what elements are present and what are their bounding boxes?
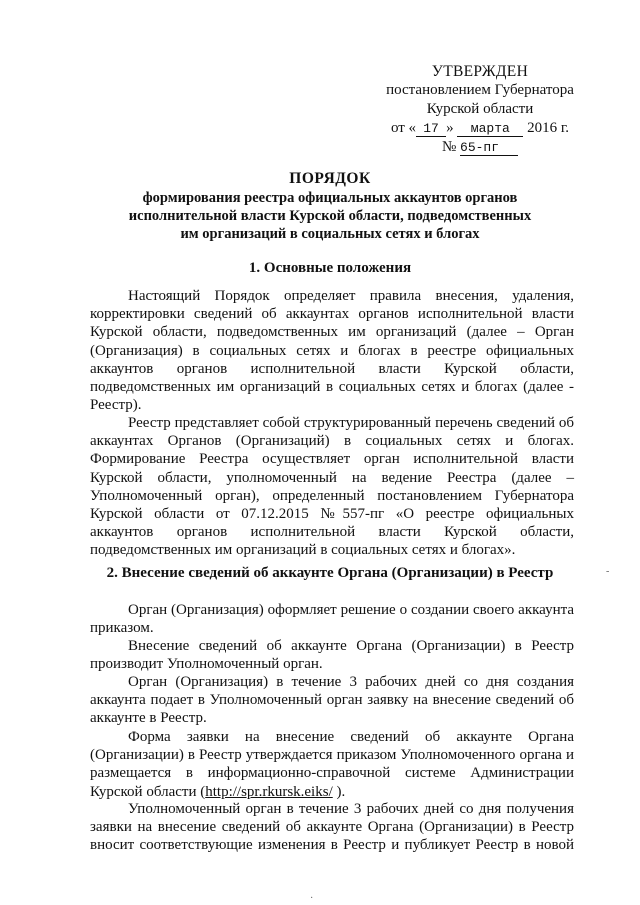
text-line: Курской области, подведомственных им организаций (далее – Орган [90, 324, 574, 341]
date-month: марта [457, 121, 523, 137]
text-line: (Организации) в Реестр утверждается приказом Уполномоченного органа и [90, 747, 574, 764]
text-line: подведомственных им организаций в социальных сетях и блогах». [90, 542, 516, 559]
text-line: производит Уполномоченный орган. [90, 656, 323, 673]
document-subtitle-line-2: исполнительной власти Курской области, подведомственных [128, 208, 532, 224]
text-line: (Организация) в социальных сетях и блогах в реестре официальных [90, 342, 574, 359]
approval-line-1: постановлением Губернатора [386, 82, 574, 98]
text-line: Орган (Организация) в течение 3 рабочих дней со дня создания [128, 674, 574, 690]
text-line: Курской области, уполномоченный на ведение Реестра (далее – [90, 469, 574, 486]
text-line: аккаунтах Органов (Организаций) в социальных сетях и блогах. [90, 433, 574, 450]
text-line: Уполномоченный орган), определенный постановлением Губернатора [90, 487, 574, 504]
number-prefix: № [441, 139, 457, 155]
section-2-paragraph-2 [90, 637, 574, 673]
document-title: ПОРЯДОК [289, 170, 371, 187]
section-2-heading: 2. Внесение сведений об аккаунте Органа (Организации) в Реестр [106, 565, 554, 581]
text-line: вносит соответствующие изменения в Реестр и публикует Реестр в новой [90, 837, 574, 854]
date-prefix: от « [390, 120, 417, 136]
scan-mark-bottom: · [310, 893, 314, 904]
section-2-paragraph-4 [90, 728, 574, 801]
text-line: аккаунтов органов исполнительной власти Курской области, [90, 360, 574, 377]
section-2-paragraph-1 [90, 601, 574, 637]
text-line: аккаунтов органов исполнительной власти Курской области, [90, 524, 574, 541]
text-line: Настоящий Порядок определяет правила внесения, удаления, [128, 288, 574, 304]
text-line: Курской области от 07.12.2015 №557-пг «О реестре официальных [90, 505, 574, 522]
approval-date [380, 119, 580, 138]
date-year: 2016 г. [527, 120, 570, 136]
text-line: заявки на внесение сведений об аккаунте Органа (Организации) в Реестр [90, 819, 574, 836]
text-line: Уполномоченный орган в течение 3 рабочих дней со дня получения [128, 801, 574, 817]
scan-mark-right: - [606, 566, 610, 577]
text-line: аккаунте в Реестр. [90, 710, 207, 727]
text-line: корректировки сведений об аккаунтах органов исполнительной власти [90, 306, 574, 323]
date-mid: » [446, 120, 454, 136]
section-2-paragraph-3 [90, 673, 574, 728]
date-day: 17 [416, 121, 446, 137]
section-1-paragraph-2 [90, 414, 574, 560]
text-line: Орган (Организация) оформляет решение о создании своего аккаунта [128, 602, 574, 618]
text-line: Реестр). [90, 397, 142, 414]
section-1-paragraph-1 [90, 287, 574, 414]
text-line: аккаунта подает в Уполномоченный орган заявку на внесение сведений об [90, 692, 574, 709]
document-subtitle-line-3: им организаций в социальных сетях и блогах [180, 226, 480, 242]
text-line: приказом. [90, 620, 154, 637]
document-title-block [70, 169, 590, 243]
number-value: 65-пг [460, 140, 518, 156]
approval-number [380, 138, 580, 157]
text-line: подведомственных им организаций в социальных сетях и блогах (далее - [90, 378, 574, 395]
registry-link[interactable]: http://spr.rkursk.eiks/ [205, 783, 333, 800]
approval-line-2: Курской области [426, 101, 534, 117]
approved-heading: УТВЕРЖДЕН [431, 63, 529, 80]
text-line: Внесение сведений об аккаунте Органа (Организации) в Реестр [128, 638, 574, 654]
approval-block [380, 62, 580, 157]
text-line [90, 783, 574, 801]
section-2-paragraph-5 [90, 800, 574, 855]
link-prefix: Курской области ( [90, 783, 206, 800]
text-line: Формирование Реестра осуществляет орган исполнительной власти [90, 451, 574, 468]
document-subtitle-line-1: формирования реестра официальных аккаунтов органов [142, 190, 518, 206]
section-1-heading: 1. Основные положения [248, 260, 412, 276]
link-suffix: ). [332, 783, 346, 800]
text-line: Форма заявки на внесение сведений об аккаунте Органа [128, 729, 574, 745]
text-line: размещается в информационно-справочной системе Администрации [90, 765, 574, 782]
text-line: Реестр представляет собой структурированный перечень сведений об [128, 415, 574, 431]
